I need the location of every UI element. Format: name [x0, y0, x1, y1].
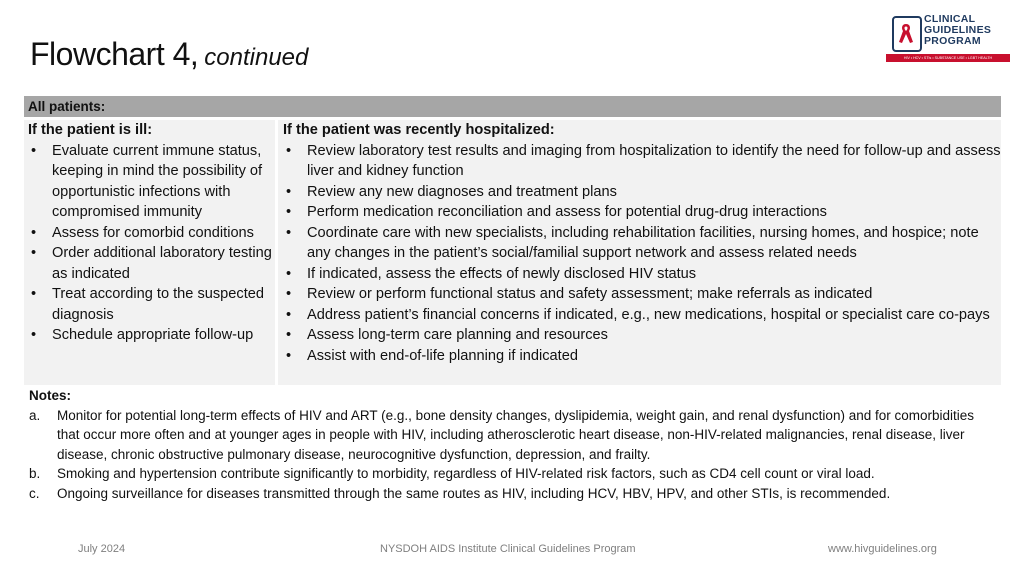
- list-item: • Schedule appropriate follow-up: [28, 325, 275, 346]
- logo-wordmark: [924, 14, 991, 47]
- footer-program: NYSDOH AIDS Institute Clinical Guidelines Program: [380, 543, 636, 555]
- list-item: • Review or perform functional status and safety assessment; make referrals as indicated: [283, 284, 1001, 305]
- page-title: [30, 36, 308, 73]
- notes-title: Notes:: [29, 388, 72, 403]
- page-title-sub: continued: [204, 44, 309, 71]
- list-item: • Coordinate care with new specialists, including rehabilitation facilities, nursing homes, and hospice; note any changes in the patient’s social/familial support network and assess related needs: [283, 223, 1001, 264]
- note-item: [29, 464, 989, 484]
- list-item: • Assess for comorbid conditions: [28, 223, 275, 244]
- page-title-main: Flowchart 4,: [30, 36, 199, 72]
- note-text: Ongoing surveillance for diseases transmitted through the same routes as HIV, including HCV, HBV, HPV, and other STIs, is recommended.: [57, 485, 891, 501]
- logo-line-2: GUIDELINES: [924, 24, 992, 36]
- list-item: • Perform medication reconciliation and assess for potential drug-drug interactions: [283, 202, 1001, 223]
- note-marker: b.: [29, 466, 41, 481]
- hospitalized-patient-panel: [278, 120, 1001, 385]
- note-marker: c.: [29, 485, 40, 501]
- list-item: • Assess long-term care planning and resources: [283, 325, 1001, 346]
- list-item: • Treat according to the suspected diagnosis: [28, 284, 275, 325]
- red-ribbon-icon: [898, 22, 914, 44]
- footer-date: July 2024: [78, 543, 126, 555]
- list-item: • Address patient’s financial concerns if indicated, e.g., new medications, hospital or specialist care co-pays: [283, 305, 1001, 326]
- all-patients-header: All patients:: [24, 96, 1001, 117]
- hospitalized-heading: If the patient was recently hospitalized:: [283, 122, 555, 138]
- footer-url[interactable]: www.hivguidelines.org: [828, 543, 937, 555]
- list-item: • Order additional laboratory testing as indicated: [28, 243, 275, 284]
- note-item: [29, 406, 989, 465]
- logo-line-3: PROGRAM: [924, 35, 981, 47]
- ill-patient-panel: [24, 120, 275, 385]
- note-marker: a.: [29, 407, 41, 423]
- notes-section: [29, 386, 989, 503]
- note-text: Monitor for potential long-term effects of HIV and ART (e.g., bone density changes, dyslipidemia, weight gain, and renal dysfunction) and for comorbidities that occur more often and at younger ages in people with HIV, including atherosclerotic heart disease, non-HIV-related malignancies, renal disease, liver disease, chronic obstructive pulmonary disease, neurocognitive dysfunction, depression, and frailty.: [57, 407, 975, 462]
- logo-line-1: CLINICAL: [924, 13, 976, 25]
- logo-tagline: HIV • HCV • STIs • SUBSTANCE USE • LGBT HEALTH: [886, 54, 1010, 62]
- ill-patient-list: [28, 141, 275, 346]
- list-item: • If indicated, assess the effects of newly disclosed HIV status: [283, 264, 1001, 285]
- clinical-guidelines-logo: [886, 14, 1010, 64]
- ill-patient-heading: If the patient is ill:: [28, 122, 153, 138]
- list-item: • Review any new diagnoses and treatment plans: [283, 182, 1001, 203]
- list-item: • Evaluate current immune status, keeping in mind the possibility of opportunistic infections with compromised immunity: [28, 141, 275, 223]
- hospitalized-list: [283, 141, 1001, 367]
- note-text: Smoking and hypertension contribute significantly to morbidity, regardless of HIV-related risk factors, such as CD4 cell count or viral load.: [57, 466, 875, 481]
- list-item: • Review laboratory test results and imaging from hospitalization to identify the need for follow-up and assess liver and kidney function: [283, 141, 1001, 182]
- list-item: • Assist with end-of-life planning if indicated: [283, 346, 1001, 367]
- note-item: [29, 484, 989, 504]
